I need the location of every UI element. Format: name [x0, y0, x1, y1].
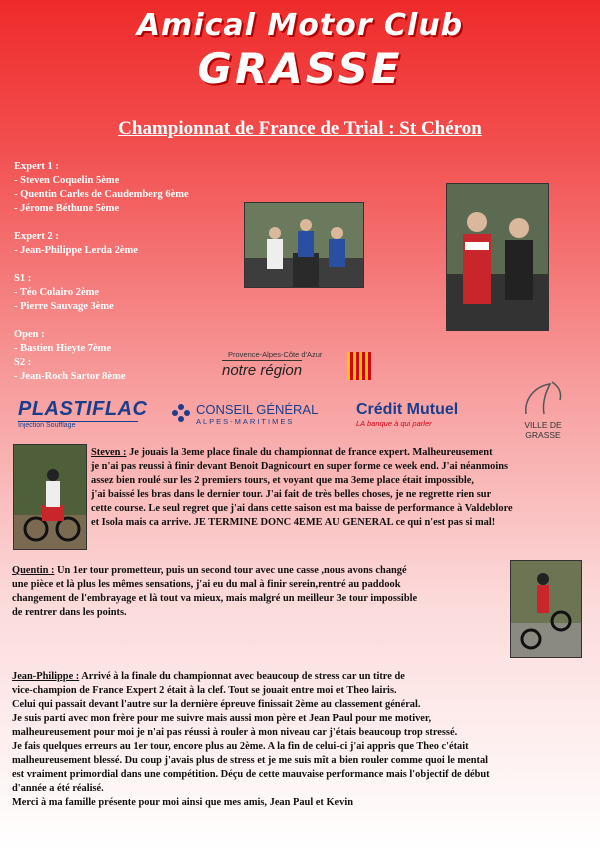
paragraph-line: Je fais quelques erreurs au 1er tour, encore plus au 2ème. A la fin de celui-ci j'ai appris que Theo c'était — [12, 741, 469, 752]
region-shield-icon — [347, 352, 371, 380]
club-name-line1: Amical Motor Club — [136, 8, 464, 43]
region-big-text: notre région — [222, 362, 303, 379]
paragraph-line: Un 1er tour prometteur, puis un second tour avec une casse ,nous avons changé — [54, 565, 407, 576]
paragraph-line: Arrivé à la finale du championnat avec beaucoup de stress car un titre de — [79, 671, 405, 682]
paragraph-line: d'année a été réalisé. — [12, 783, 104, 794]
quentin-paragraph — [12, 564, 504, 620]
result-line: - Jérome Béthune 5ème — [14, 203, 120, 214]
steven-lead: Steven : — [91, 447, 127, 458]
category-expert2: Expert 2 : — [14, 231, 59, 242]
result-line: - Pierre Sauvage 3ème — [14, 301, 114, 312]
paragraph-line: changement de l'embrayage et là tout va mieux, mais malgré un meilleur 3e tour impossible — [12, 593, 418, 604]
plastiflac-subtitle: Injection Soufflage — [18, 421, 138, 429]
club-name-line2: GRASSE — [197, 44, 403, 93]
jean-philippe-lead: Jean-Philippe : — [12, 671, 80, 682]
category-s2: S2 : — [14, 357, 32, 368]
credit-mutuel-slogan: LA banque à qui parler — [356, 419, 432, 428]
paragraph-line: vice-champion de France Expert 2 était à la clef. Tout se jouait entre moi et Theo lairis. — [12, 685, 397, 696]
paragraph-line: et Isola mais ca arrive. JE TERMINE DONC 4EME AU GENERAL ce qui n'est pas si mal! — [91, 517, 496, 528]
paragraph-line: assez bien roulé sur les 2 premiers tours, et voyant que ma 3eme place était impossible, — [91, 475, 474, 486]
cg-line2: ALPES-MARITIMES — [196, 417, 295, 426]
paragraph-line: malheureusement pour moi je n'ai pas réussi à rouler à mon niveau car j'étais beaucoup trop stressé. — [12, 727, 458, 738]
region-logo — [222, 350, 382, 386]
result-line: - Jean-Roch Sartor 8ème — [14, 371, 126, 382]
credit-mutuel-name: Crédit Mutuel — [356, 401, 459, 418]
region-small-text: Provence-Alpes-Côte d'Azur — [228, 350, 323, 359]
paragraph-line: une pièce et là plus les mêmes sensations, j'ai eu du mal à finir serein,rentré au paddook — [12, 579, 401, 590]
category-s1: S1 : — [14, 273, 32, 284]
paragraph-line: Celui qui passait devant l'autre sur la dernière épreuve finissait 2ème au classement général. — [12, 699, 421, 710]
result-line: - Téo Colairo 2ème — [14, 287, 100, 298]
riders-photo — [446, 183, 549, 331]
credit-mutuel-logo — [356, 401, 476, 431]
conseil-general-logo — [172, 402, 332, 432]
result-line: - Quentin Carles de Caudemberg 6ème — [14, 189, 189, 200]
cg-emblem-icon — [172, 404, 190, 422]
result-line: - Steven Coquelin 5ème — [14, 175, 120, 186]
plastiflac-logo — [18, 398, 148, 432]
paragraph-line: Je jouais la 3eme place finale du championnat de france expert. Malheureusement — [126, 447, 493, 458]
category-expert1: Expert 1 : — [14, 161, 59, 172]
paragraph-line: Je suis parti avec mon frère pour me suivre mais aussi mon père et Jean Paul pour me motiver, — [12, 713, 432, 724]
quentin-photo — [510, 560, 582, 658]
grasse-emblem-icon — [506, 378, 580, 416]
paragraph-line: est vraiment primordial dans une compétition. Déçu de cette mauvaise performance mais l'objectif de début — [12, 769, 490, 780]
cg-line1: CONSEIL GÉNÉRAL — [196, 402, 319, 417]
paragraph-line: malheureusement blessé. Du coup j'avais plus de stress et je me suis mît a bien rouler comme quoi le mental — [12, 755, 489, 766]
quentin-lead: Quentin : — [12, 565, 55, 576]
ville-grasse-logo — [506, 378, 580, 440]
jean-philippe-paragraph — [12, 670, 592, 810]
result-line: - Bastien Hieyte 7ème — [14, 343, 112, 354]
paragraph-line: Merci à ma famille présente pour moi ainsi que mes amis, Jean Paul et Kevin — [12, 797, 354, 808]
podium-photo — [244, 202, 364, 288]
plastiflac-name: PLASTIFLAC — [18, 398, 148, 420]
paragraph-line: j'ai baissé les bras dans le dernier tour. J'ai fait de très belles choses, je ne regrette rien sur — [91, 489, 492, 500]
paragraph-line: de rentrer dans les points. — [12, 607, 127, 618]
results-list — [14, 160, 244, 384]
steven-photo — [13, 444, 87, 550]
category-open: Open : — [14, 329, 45, 340]
ville-name: VILLE DE GRASSE — [524, 420, 562, 440]
page-title: Championnat de France de Trial : St Chéron — [118, 118, 482, 139]
paragraph-line: cette course. Le seul regret que j'ai dans cette saison est ma baisse de performance à Valdeblore — [91, 503, 513, 514]
paragraph-line: je n'ai pas reussi à finir devant Benoit Dagnicourt en super forme ce week end. J'ai néanmoins — [91, 461, 509, 472]
result-line: - Jean-Philippe Lerda 2ème — [14, 245, 138, 256]
steven-paragraph — [91, 446, 591, 530]
